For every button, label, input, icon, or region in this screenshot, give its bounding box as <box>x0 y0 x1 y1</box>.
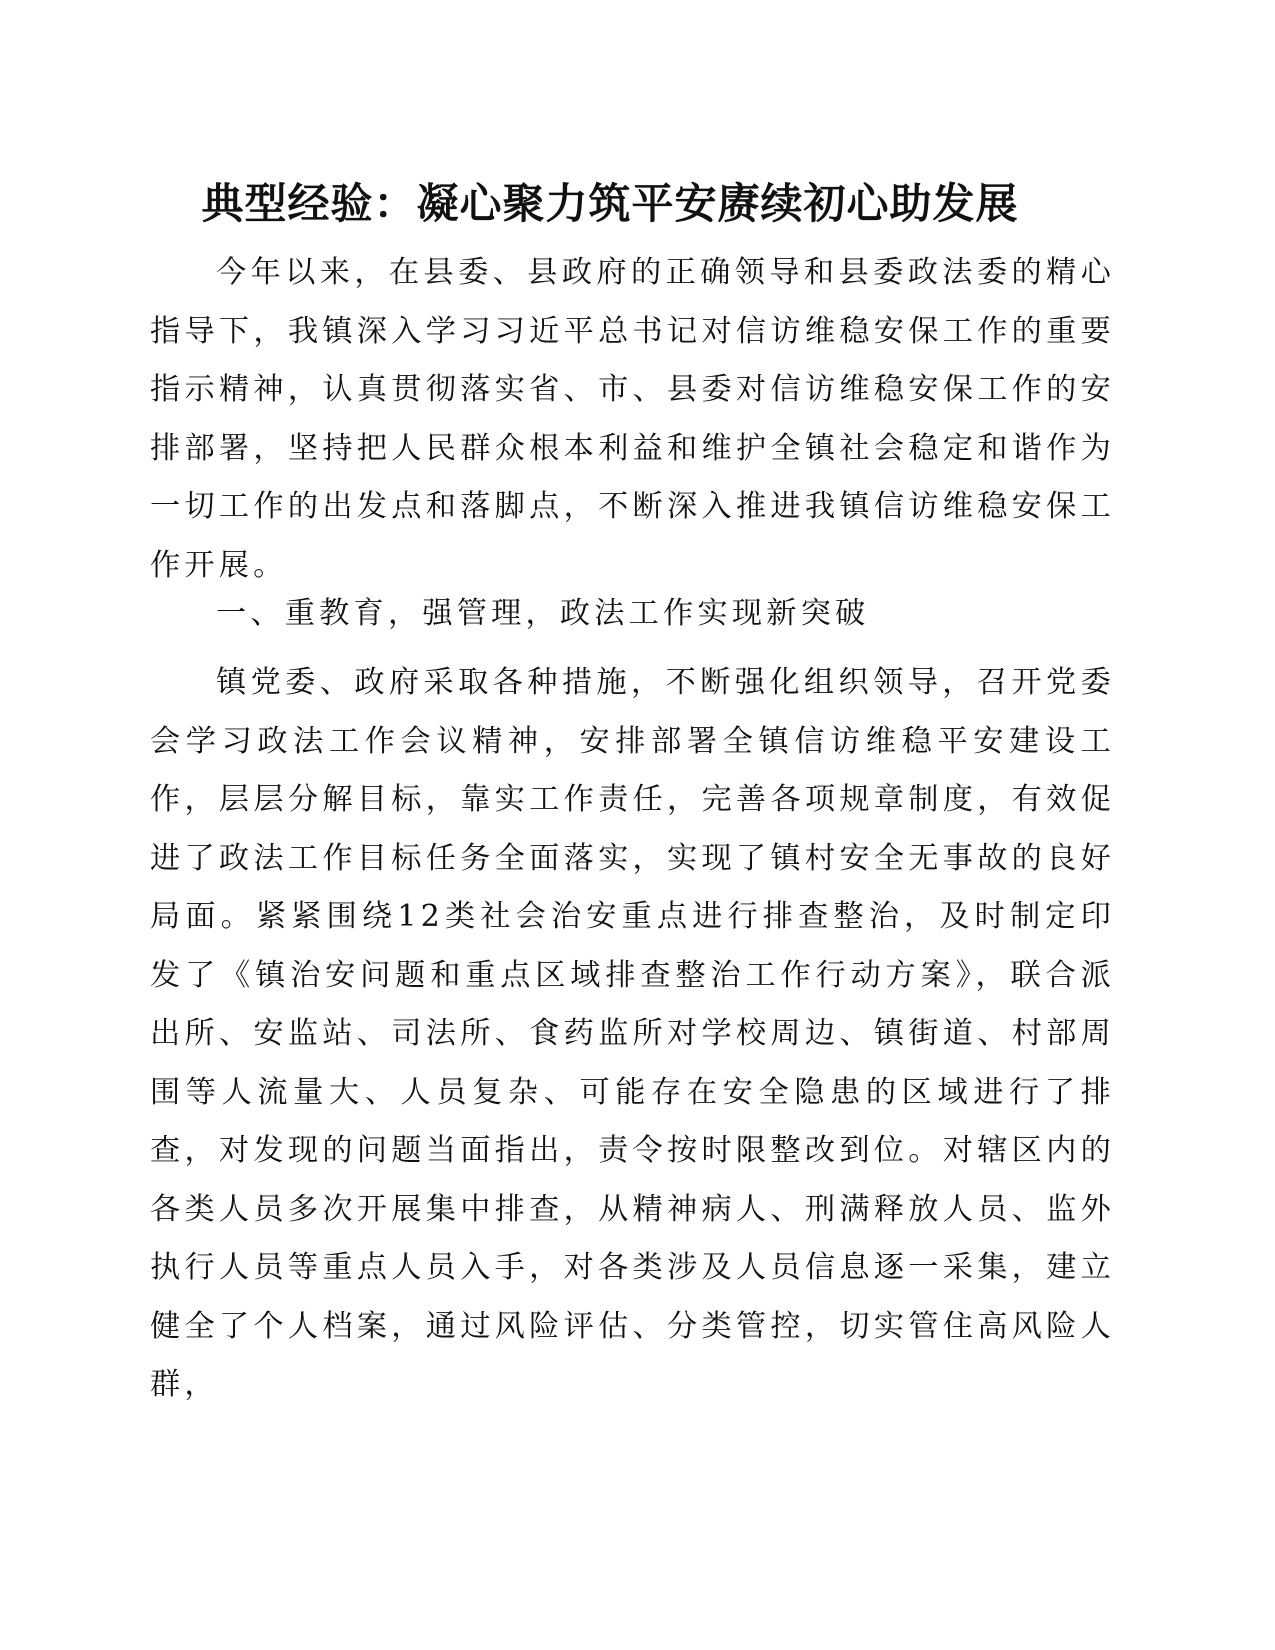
intro-paragraph: 今年以来，在县委、县政府的正确领导和县委政法委的精心指导下，我镇深入学习习近平总书记对信访维稳安保工作的重要指示精神，认真贯彻落实省、市、县委对信访维稳安保工作的安排部署，坚持把人民群众根本利益和维护全镇社会稳定和谐作为一切工作的出发点和落脚点，不断深入推进我镇信访维稳安保工作开展。 <box>150 255 1115 583</box>
document-title: 典型经验：凝心聚力筑平安赓续初心助发展 <box>201 179 1019 228</box>
section-1-paragraph: 镇党委、政府采取各种措施，不断强化组织领导，召开党委会学习政法工作会议精神，安排部署全镇信访维稳平安建设工作，层层分解目标，靠实工作责任，完善各项规章制度，有效促进了政法工作目标任务全面落实，实现了镇村安全无事故的良好局面。紧紧围绕12类社会治安重点进行排查整治，及时制定印发了《镇治安问题和重点区域排查整治工作行动方案》，联合派出所、安监站、司法所、食药监所对学校周边、镇街道、村部周围等人流量大、人员复杂、可能存在安全隐患的区域进行了排查，对发现的问题当面指出，责令按时限整改到位。对辖区内的各类人员多次开展集中排查，从精神病人、刑满释放人员、监外执行人员等重点人员入手，对各类涉及人员信息逐一采集，建立健全了个人档案，通过风险评估、分类管控，切实管住高风险人群， <box>150 665 1115 1402</box>
section-heading-1: 一、重教育，强管理，政法工作实现新突破 <box>216 596 870 631</box>
